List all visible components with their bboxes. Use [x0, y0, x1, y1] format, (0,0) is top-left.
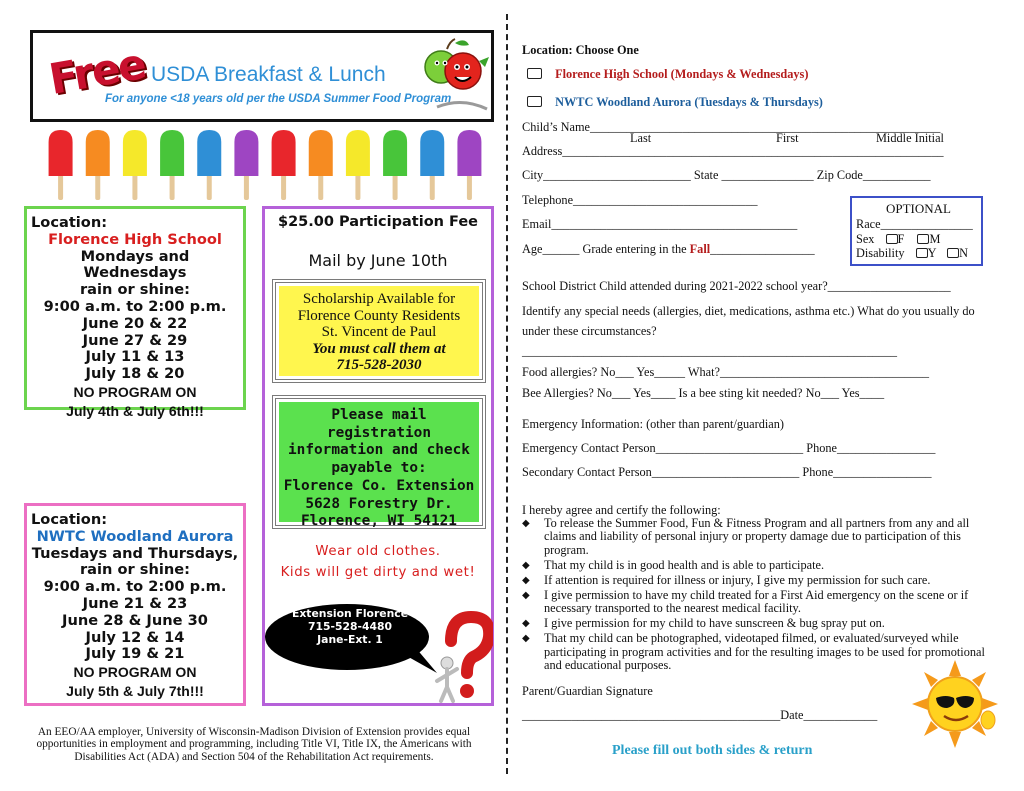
name-middle-label: Middle Initial [876, 131, 944, 145]
disability-y-label: Y [927, 246, 937, 261]
no-program-label: NO PROGRAM ON [73, 383, 197, 400]
popsicle-icon [123, 130, 147, 176]
food-allergies-field[interactable]: Food allergies? No___ Yes_____ What?__________________________________ [522, 365, 930, 379]
location-days: Tuesdays and Thursdays, [31, 544, 239, 562]
agreement-item: ◆ That my child can be photographed, videotaped filmed, or evaluated/surveyed while participating in program activities and for the resulting images to be used for promotional and educational purposes. [522, 631, 985, 673]
location-box-florence [24, 206, 246, 419]
grade-line: _________________ [710, 242, 815, 256]
agreement-item: ◆ I give permission to have my child treated for a First Aid emergency on the scene or if necessary transported to the nearest medical facility. [522, 587, 969, 616]
eeo-statement: An EEO/AA employer, University of Wisconsin-Madison Division of Extension provides equal opportunities in employment and programming, including Title VI, Title IX, the Americans with Disabilities Act (ADA) and Section 504 of the Rehabilitation Act requirements. [36, 726, 472, 763]
participation-fee: $25.00 Participation Fee [277, 214, 479, 230]
sex-m-checkbox[interactable] [917, 234, 929, 244]
popsicle-stick [170, 172, 175, 200]
fall-label: Fall [689, 242, 711, 256]
scholarship-phone: 715-528-2030 [336, 357, 422, 373]
sex-row [856, 232, 981, 247]
popsicle-stick [58, 172, 63, 200]
popsicle-icon [272, 130, 296, 176]
scholarship-line: Florence County Residents [297, 307, 461, 324]
signature-line[interactable]: __________________________________________ [522, 708, 781, 722]
signature-date-row[interactable] [522, 708, 877, 723]
address-field[interactable]: Address______________________________________________________________ [522, 144, 944, 158]
mail-line: information and check [288, 442, 470, 459]
cut-line-divider [506, 14, 508, 774]
fee-info-panel [262, 206, 494, 706]
question-mark-person-icon [433, 611, 493, 703]
location-date: July 12 & 14 [85, 628, 185, 646]
contact-line: 715-528-4480 [307, 620, 393, 633]
mail-line: 5628 Forestry Dr. [305, 495, 453, 512]
agreement-intro: I hereby agree and certify the following: [522, 503, 721, 517]
location-label: Location: [31, 511, 108, 528]
location-hours: 9:00 a.m. to 2:00 p.m. [43, 578, 227, 596]
disability-row [856, 246, 981, 261]
clothes-note [265, 541, 491, 583]
contact-line: Extension Florence [291, 607, 409, 620]
location-hours: 9:00 a.m. to 2:00 p.m. [43, 297, 227, 315]
free-title: Free [45, 39, 149, 104]
sun-sunglasses-icon [912, 660, 998, 748]
popsicle-stick [318, 172, 323, 200]
location-date: June 20 & 22 [82, 314, 188, 332]
email-field[interactable]: Email________________________________________ [522, 217, 798, 231]
popsicle-icon [234, 130, 258, 176]
no-program-dates: July 4th & July 6th!!! [66, 402, 204, 419]
scholarship-box [272, 279, 486, 383]
popsicle-icon [49, 130, 73, 176]
school-district-field[interactable]: School District Child attended during 2021-2022 school year?____________________ [522, 279, 951, 293]
mail-line: payable to: [331, 460, 427, 477]
header-subtitle: For anyone <18 years old per the USDA Summer Food Program [105, 93, 452, 105]
clothes-line: Kids will get dirty and wet! [280, 565, 476, 580]
age-label: Age______ Grade entering in the [522, 242, 690, 256]
apple-mascot-icon [417, 37, 491, 113]
optional-title: OPTIONAL [886, 201, 951, 216]
popsicle-icon [86, 130, 110, 176]
special-needs-question-cont: under these circumstances? [522, 324, 657, 338]
sex-m-label: M [929, 231, 941, 246]
optional-demographics-box [850, 196, 983, 266]
popsicle-stick [355, 172, 360, 200]
mail-line: Florence, WI 54121 [301, 513, 457, 530]
clothes-line: Wear old clothes. [315, 544, 441, 559]
date-field[interactable]: Date____________ [780, 708, 878, 722]
agreement-list [522, 517, 994, 674]
child-name-field[interactable]: Child’s Name_________________________________________________________ [522, 120, 941, 134]
popsicle-stick [244, 172, 249, 200]
location-date: July 18 & 20 [85, 365, 185, 383]
location-days: Mondays and Wednesdays [80, 247, 190, 282]
mail-by-date: Mail by June 10th [308, 251, 448, 270]
disability-n-label: N [959, 246, 968, 261]
popsicle-stick [281, 172, 286, 200]
location-weather: rain or shine: [79, 561, 191, 579]
popsicle-icon [383, 130, 407, 176]
emergency-info-heading: Emergency Information: (other than parent/guardian) [522, 417, 785, 431]
sex-label: Sex [856, 231, 875, 246]
popsicle-icon [420, 130, 444, 176]
disability-n-checkbox[interactable] [947, 248, 959, 258]
emergency-contact-field[interactable]: Emergency Contact Person________________________ Phone________________ [522, 441, 936, 455]
contact-bubble [281, 607, 419, 646]
no-program-label: NO PROGRAM ON [73, 664, 197, 681]
location-checkbox-nwtc[interactable] [527, 96, 542, 107]
location-date: July 19 & 21 [85, 645, 185, 663]
popsicle-icon [197, 130, 221, 176]
popsicles-decoration [42, 128, 488, 202]
flyer-header [30, 30, 494, 122]
agreement-item: ◆ To release the Summer Food, Fun & Fitness Program and all partners from any and all claims and liability of personal injury or property damage due to participation of this program. [522, 516, 970, 557]
location-weather: rain or shine: [79, 281, 191, 299]
popsicle-stick [393, 172, 398, 200]
location-choose-title: Location: Choose One [522, 43, 639, 57]
race-field[interactable]: Race_______________ [856, 216, 973, 231]
fill-out-reminder: Please fill out both sides & return [612, 743, 813, 758]
city-state-zip-field[interactable]: City________________________ State _______________ Zip Code___________ [522, 168, 931, 182]
contact-line: Jane-Ext. 1 [317, 633, 383, 646]
popsicle-icon [160, 130, 184, 176]
location-checkbox-florence[interactable] [527, 68, 542, 79]
popsicle-icon [309, 130, 333, 176]
special-needs-answer-line[interactable]: _____________________________________________________________ [522, 344, 898, 358]
signature-label: Parent/Guardian Signature [522, 684, 653, 698]
age-grade-field[interactable] [522, 242, 815, 257]
telephone-field[interactable]: Telephone______________________________ [522, 193, 758, 207]
location-option-florence[interactable] [527, 67, 808, 82]
location-box-nwtc [24, 503, 246, 706]
sex-f-label: F [897, 231, 905, 246]
popsicle-stick [207, 172, 212, 200]
agreement-item: ◆ If attention is required for illness or injury, I give my permission for such care. [522, 572, 931, 587]
scholarship-call: You must call them at [312, 340, 446, 357]
mail-line: Please mail registration [327, 407, 431, 441]
special-needs-question: Identify any special needs (allergies, diet, medications, asthma etc.) What do you usually do [522, 304, 975, 318]
location-date: July 11 & 13 [85, 348, 185, 366]
location-site: Florence High School [48, 230, 222, 248]
location-option-nwtc[interactable] [527, 95, 823, 110]
option-label: Florence High School (Mondays & Wednesdays) [555, 67, 809, 81]
popsicle-icon [457, 130, 481, 176]
sex-f-checkbox[interactable] [886, 234, 898, 244]
header-title: USDA Breakfast & Lunch [151, 63, 386, 86]
popsicle-stick [430, 172, 435, 200]
name-first-label: First [776, 131, 799, 145]
no-program-dates: July 5th & July 7th!!! [66, 683, 204, 700]
agreement-item: ◆ I give permission for my child to have sunscreen & bug spray put on. [522, 616, 885, 631]
location-site: NWTC Woodland Aurora [36, 527, 234, 545]
location-date: June 28 & June 30 [62, 611, 208, 629]
mail-registration-box [272, 395, 486, 529]
popsicle-stick [467, 172, 472, 200]
option-label: NWTC Woodland Aurora (Tuesdays & Thursdays) [555, 95, 823, 109]
bee-allergies-field[interactable]: Bee Allergies? No___ Yes____ Is a bee sting kit needed? No___ Yes____ [522, 386, 885, 400]
popsicle-stick [132, 172, 137, 200]
disability-y-checkbox[interactable] [916, 248, 928, 258]
secondary-contact-field[interactable]: Secondary Contact Person________________________ Phone________________ [522, 465, 932, 479]
popsicle-stick [95, 172, 100, 200]
popsicle-icon [346, 130, 370, 176]
name-last-label: Last [630, 131, 652, 145]
mail-line: Florence Co. Extension [283, 477, 475, 494]
location-label: Location: [31, 214, 108, 231]
agreement-item: ◆ That my child is in good health and is able to participate. [522, 557, 825, 572]
scholarship-line: Scholarship Available for [302, 291, 456, 307]
scholarship-line: St. Vincent de Paul [321, 324, 437, 340]
disability-label: Disability [856, 246, 905, 261]
location-date: June 27 & 29 [82, 331, 188, 349]
location-date: June 21 & 23 [82, 594, 188, 612]
